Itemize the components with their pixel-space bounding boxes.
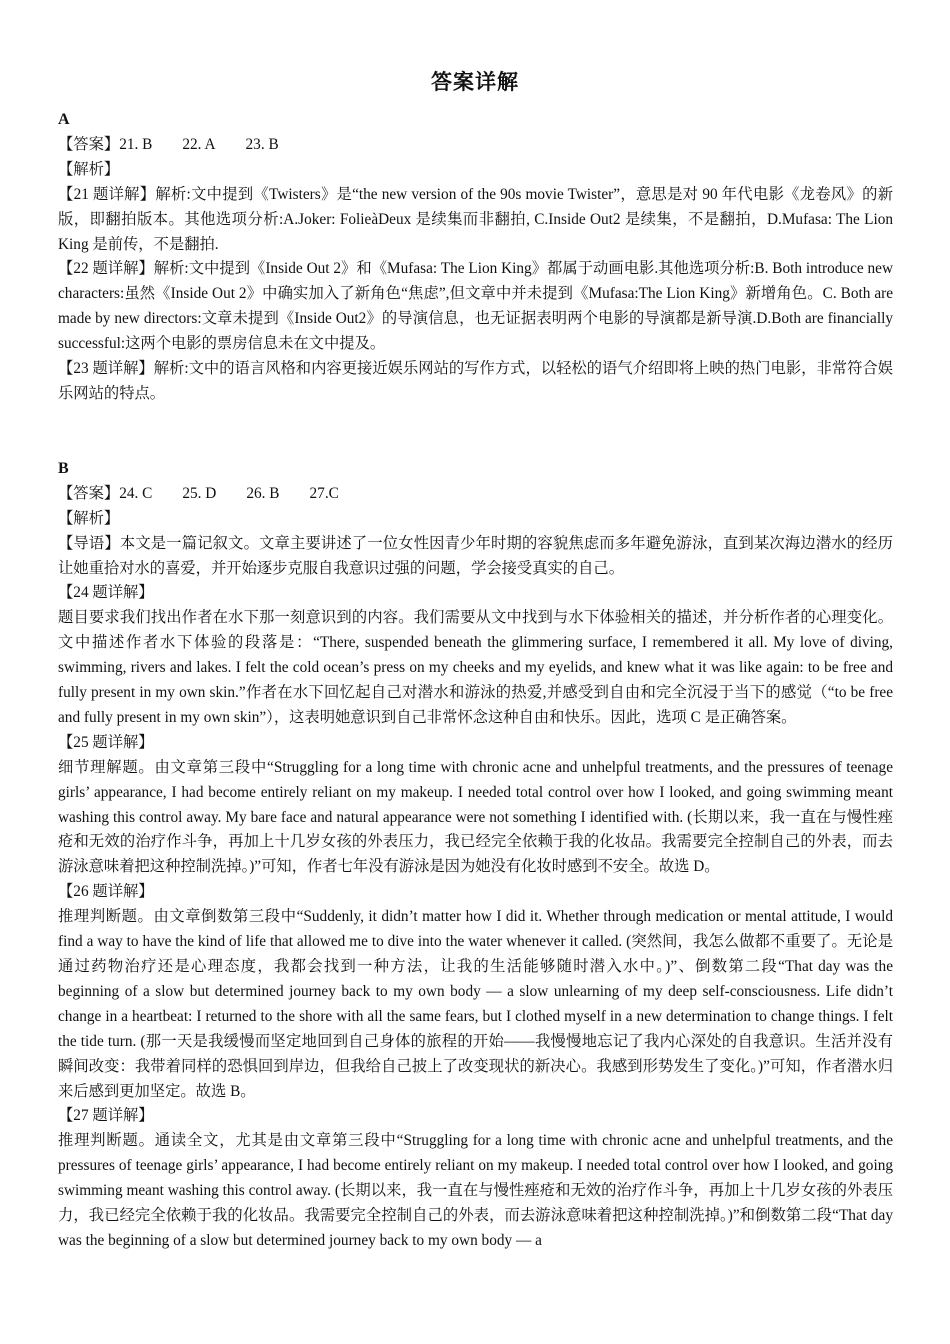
section-a-analysis-label: 【解析】: [58, 160, 120, 178]
q24-label: 【24 题详解】: [58, 584, 154, 602]
section-b-label: B: [58, 459, 69, 477]
document-body: [58, 108, 893, 1254]
section-b-guide: 【导语】本文是一篇记叙文。文章主要讲述了一位女性因青少年时期的容貌焦虑而多年避免游泳，直到某次海边潜水的经历让她重拾对水的喜爱，并开始逐步克服自我意识过强的问题，学会接受真实的自己。: [58, 534, 893, 577]
q26-explanation: 推理判断题。由文章倒数第三段中“Suddenly, it didn’t matter how I did it. Whether through medication or mental attitude, I would find a way to have the kind of life that allowed me to dive into the water whenever it called. (突然间，我怎么做都不重要了。无论是通过药物治疗还是心理态度，我都会找到一种方法，让我的生活能够随时潜入水中。)”、倒数第二段“That day was the beginning of a slow but determined journey back to my own body — a slow unlearning of my deep self-consciousness. Life didn’t change in a heartbeat: I returned to the shore with all the same fears, but I clothed myself in a new determination to change things. I felt the tide turn. (那一天是我缓慢而坚定地回到自己身体的旅程的开始——我慢慢地忘记了我内心深处的自我意识。生活并没有瞬间改变：我带着同样的恐惧回到岸边，但我给自己披上了改变现状的新决心。我感到形势发生了变化。)”可知，作者潜水归来后感到更加坚定。故选 B。: [58, 908, 893, 1100]
q22-explanation: 【22 题详解】解析:文中提到《Inside Out 2》和《Mufasa: The Lion King》都属于动画电影.其他选项分析:B. Both introduce new characters:虽然《Inside Out 2》中确实加入了新角色“焦虑”,但文章中并未提到《Mufasa:The Lion King》新增角色。C. Both are made by new directors:文章未提到《Inside Out2》的导演信息，也无证据表明两个电影的导演都是新导演.D.Both are financially successful:这两个电影的票房信息未在文中提及。: [58, 260, 893, 353]
q26-label: 【26 题详解】: [58, 883, 154, 901]
q25-label: 【25 题详解】: [58, 733, 154, 751]
section-spacer: [58, 407, 893, 432]
q25-explanation: 细节理解题。由文章第三段中“Struggling for a long time with chronic acne and unhelpful treatments, and the pressures of teenage girls’ appearance, I had become entirely reliant on my makeup. I needed total control over how I looked, and going swimming meant washing this control away. My bare face and natural appearance were not something I identified with. (长期以来，我一直在与慢性痤疮和无效的治疗作斗争，再加上十几岁女孩的外表压力，我已经完全依赖于我的化妆品。我需要完全控制自己的外表，而去游泳意味着把这种控制洗掉。)”可知，作者七年没有游泳是因为她没有化妆时感到不安全。故选 D。: [58, 758, 893, 876]
q21-explanation: 【21 题详解】解析:文中提到《Twisters》是“the new version of the 90s movie Twister”，意思是对 90 年代电影《龙卷风》的新版，即翻拍版本。其他选项分析:A.Joker: FolieàDeux 是续集而非翻拍, C.Inside Out2 是续集，不是翻拍，D.Mufasa: The Lion King 是前传，不是翻拍.: [58, 185, 893, 253]
answer-24: 24. C: [119, 484, 153, 502]
q27-label: 【27 题详解】: [58, 1107, 154, 1125]
answer-23: 23. B: [245, 135, 279, 153]
answer-25: 25. D: [182, 484, 217, 502]
q24-explanation: 题目要求我们找出作者在水下那一刻意识到的内容。我们需要从文中找到与水下体验相关的描述，并分析作者的心理变化。文中描述作者水下体验的段落是：“There, suspended beneath the glimmering surface, I remembered it all. My love of diving, swimming, rivers and lakes. I felt the cold ocean’s press on my cheeks and my eyelids, and knew what it was like again: to be free and fully present in my own skin.”作者在水下回忆起自己对潜水和游泳的热爱,并感受到自由和完全沉浸于当下的感觉（“to be free and fully present in my own skin”），这表明她意识到自己非常怀念这种自由和快乐。因此，选项 C 是正确答案。: [58, 609, 893, 726]
answer-prefix: 【答案】: [58, 135, 120, 153]
answer-21: 21. B: [119, 135, 153, 153]
section-b-analysis-label: 【解析】: [58, 509, 120, 527]
answer-27: 27.C: [309, 484, 339, 502]
section-spacer-2: [58, 432, 893, 457]
section-b-answers: [58, 482, 893, 507]
answer-22: 22. A: [182, 135, 216, 153]
section-a-answers: [58, 133, 893, 158]
q23-explanation: 【23 题详解】解析:文中的语言风格和内容更接近娱乐网站的写作方式，以轻松的语气介绍即将上映的热门电影，非常符合娱乐网站的特点。: [58, 360, 893, 402]
section-a-label: A: [58, 111, 70, 128]
q27-explanation: 推理判断题。通读全文，尤其是由文章第三段中“Struggling for a long time with chronic acne and unhelpful treatments, and the pressures of teenage girls’ appearance, I had become entirely reliant on my makeup. I needed total control over how I looked, and going swimming meant washing this control away. (长期以来，我一直在与慢性痤疮和无效的治疗作斗争，再加上十几岁女孩的外表压力，我已经完全依赖于我的化妆品。我需要完全控制自己的外表，而去游泳意味着把这种控制洗掉。)”和倒数第二段“That day was the beginning of a slow but determined journey back to my own body — a: [58, 1132, 893, 1249]
answer-prefix: 【答案】: [58, 484, 120, 502]
page-title: 答案详解: [431, 70, 519, 94]
answer-26: 26. B: [246, 484, 280, 502]
